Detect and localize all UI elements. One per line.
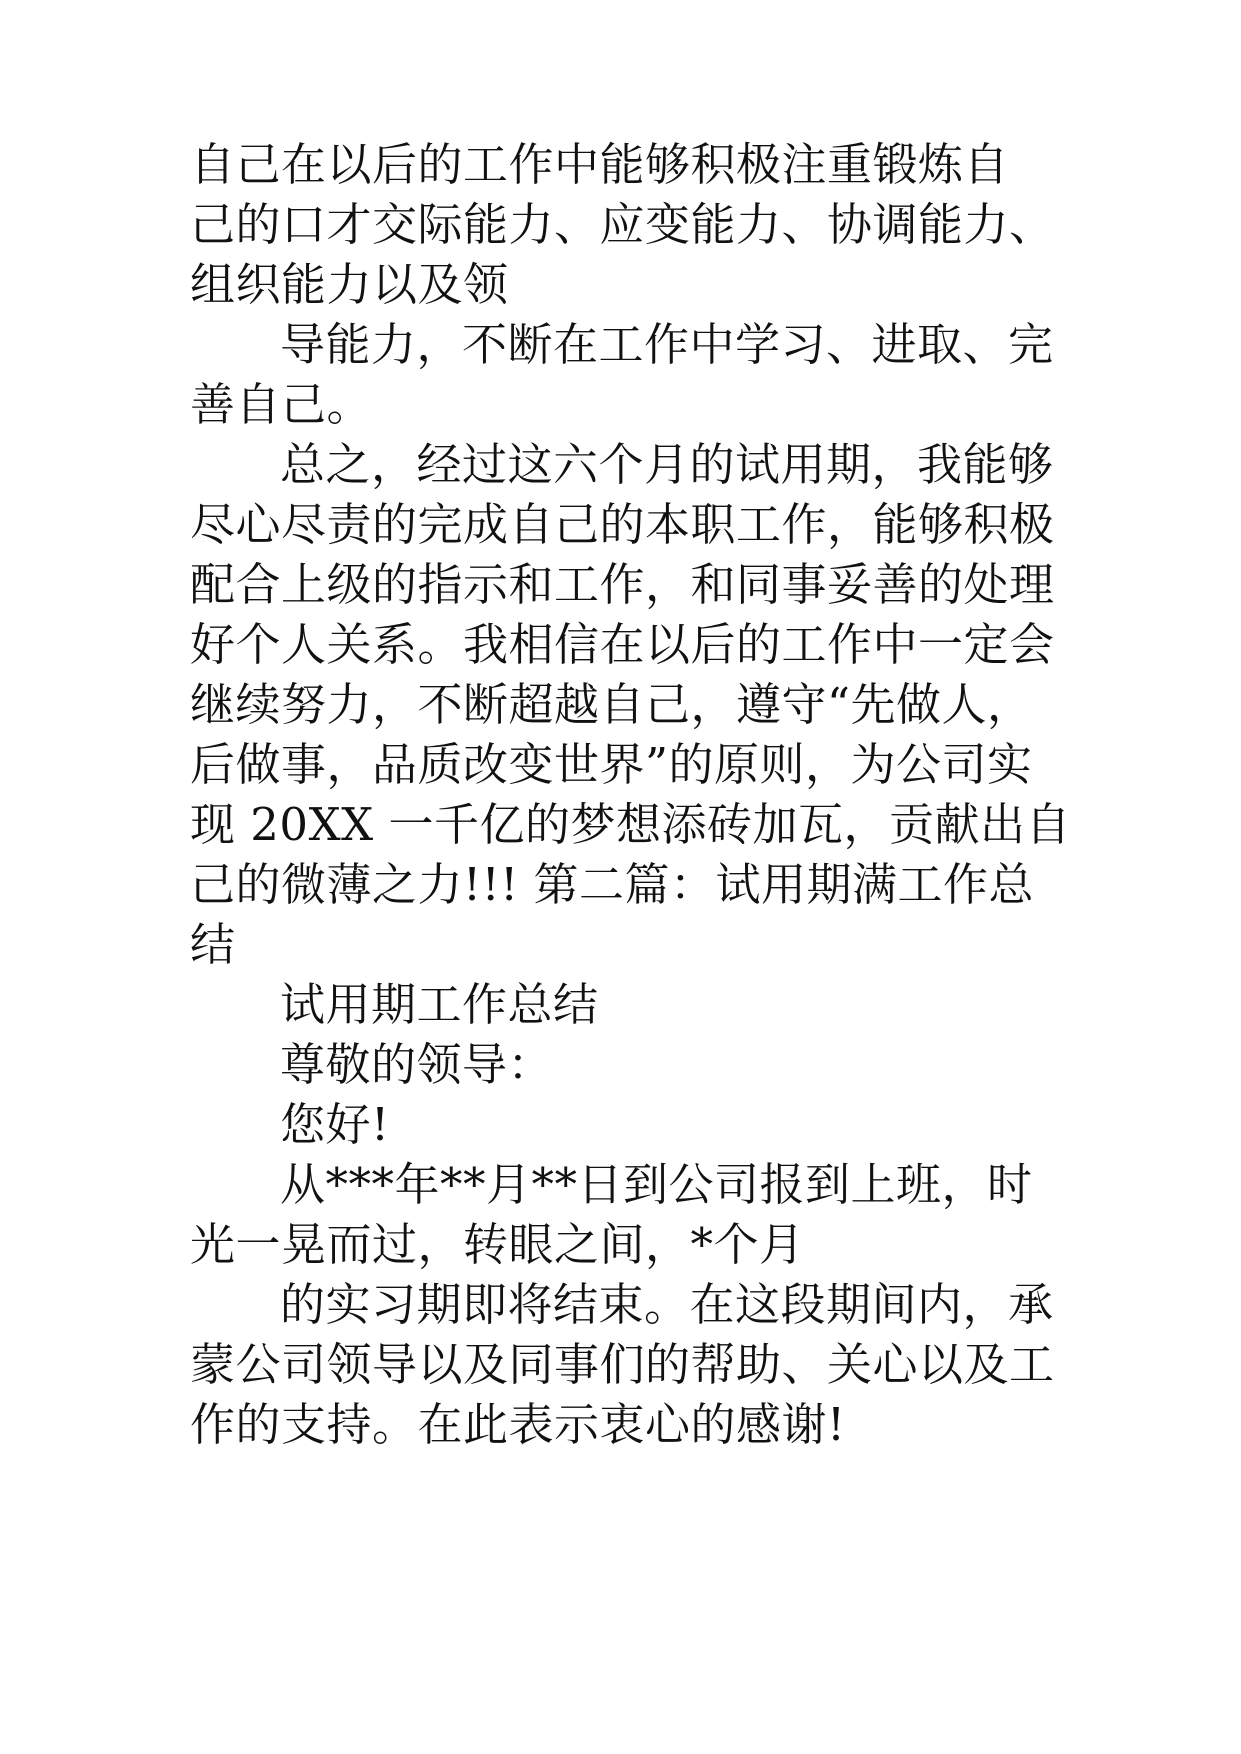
greeting: 您好! [280,1098,390,1151]
text-line: 从***年**月**日到公司报到上班，时 [280,1158,1033,1211]
text-line: 善自己。 [190,378,373,431]
text-line: 组织能力以及领 [190,258,509,311]
text-line: 光一晃而过，转眼之间，*个月 [190,1218,805,1271]
text-line: 作的支持。在此表示衷心的感谢! [190,1398,846,1451]
text-line: 导能力，不断在工作中学习、进取、完 [280,318,1054,371]
text-line: 蒙公司领导以及同事们的帮助、关心以及工 [190,1338,1055,1391]
section-title: 试用期工作总结 [280,978,599,1031]
text-line: 继续努力，不断超越自己，遵守“先做人， [190,678,1033,731]
text-line: 的实习期即将结束。在这段期间内，承 [280,1278,1054,1331]
salutation: 尊敬的领导： [280,1038,554,1091]
text-line: 自己在以后的工作中能够积极注重锻炼自 [190,138,1010,191]
text-line: 现 20XX 一千亿的梦想添砖加瓦，贡献出自 [190,798,1071,851]
text-line: 好个人关系。我相信在以后的工作中一定会 [190,618,1055,671]
text-line: 结 [190,918,236,971]
text-line: 尽心尽责的完成自己的本职工作，能够积极 [190,498,1055,551]
text-line: 己的口才交际能力、应变能力、协调能力、 [190,198,1055,251]
text-line: 配合上级的指示和工作，和同事妥善的处理 [190,558,1055,611]
text-line: 总之，经过这六个月的试用期，我能够 [280,438,1054,491]
text-line: 后做事，品质改变世界”的原则，为公司实 [190,738,1033,791]
text-line: 己的微薄之力!!! 第二篇：试用期满工作总 [190,858,1035,911]
